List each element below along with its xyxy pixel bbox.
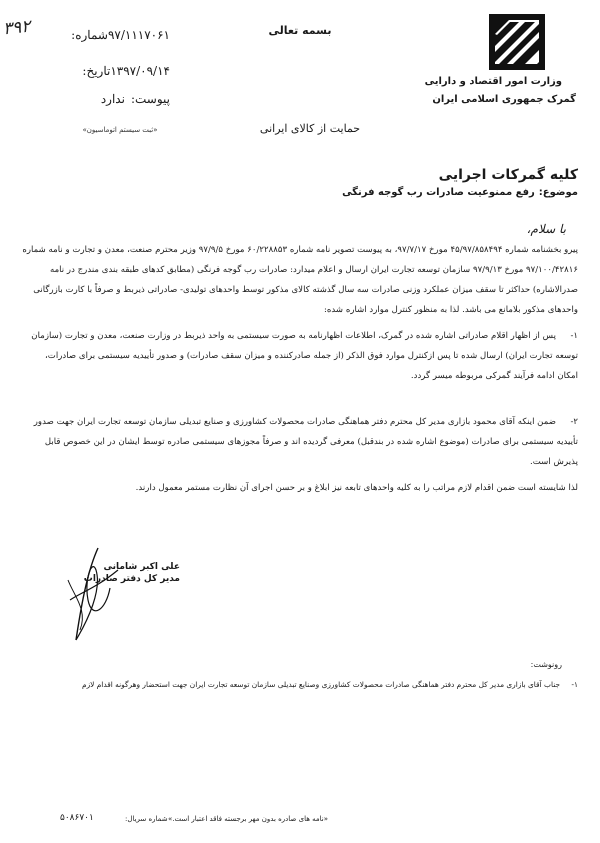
- letter-number: [20, 28, 170, 42]
- attachment-value: ندارد: [100, 92, 125, 106]
- attachment-label: پیوست:: [130, 92, 170, 106]
- item-text: ضمن اینکه آقای محمود بازاری مدیر کل محترم دفتر هماهنگی صادرات محصولات کشاورزی و صنایع تبدیلی سازمان توسعه تجارت ایران جهت صدور تأییدیه سیستمی برای صادرات (موضوع اشاره شده در بندقبل) معرفی گردیده اند و صرفاً مجوزهای سیستمی صادره توسط ایشان در این خصوص قابل پذیرش است.: [33, 417, 578, 467]
- body-item-2: [22, 412, 578, 472]
- letter-number-value: ۹۷/۱۱۱۷۰۶۱: [107, 28, 170, 42]
- system-note: «ثبت سیستم اتوماسیون»: [82, 126, 158, 134]
- signer-title: مدیر کل دفتر صادرات: [83, 574, 180, 584]
- handwritten-signature: [58, 540, 168, 650]
- recipient: کلیه گمرکات اجرایی: [438, 167, 578, 183]
- handwritten-number: ۳۹۲: [2, 16, 32, 40]
- letter-date: [40, 64, 170, 78]
- greeting: با سلام،: [526, 222, 566, 236]
- letter-attachment: [70, 92, 170, 106]
- serial-value: ۵۰۸۶۷۰۱: [60, 813, 94, 823]
- body-paragraph-1: پیرو بخشنامه شماره ۴۵/۹۷/۸۵۸۴۹۴ مورخ ۹۷/۷/۱۷، به پیوست تصویر نامه شماره ۶۰/۲۲۸۸۵۳ مورخ ۹۷/۹/۵ وزیر محترم صنعت، معدن و تجارت و نامه شماره ۹۷/۱۰۰/۴۲۸۱۶ مورخ ۹۷/۹/۱۳ سازمان توسعه تجارت ایران ارسال و اعلام میدارد: صادرات رب گوجه فرنگی (مطابق کدهای طبقه بندی مندرج در نامه صدرالاشاره) حداکثر تا سقف میزان عملکرد وزنی صادرات سه سال گذشته کالای مذکور توسط واحدهای تولیدی- صادراتی ذیربط و صرفاً با کارت بازرگانی واحدهای مذکور بلامانع می باشد. لذا به منظور کنترل موارد اشاره شده:: [22, 245, 578, 315]
- subject-label: موضوع:: [538, 187, 578, 198]
- customs-name: گمرک جمهوری اسلامی ایران: [432, 94, 576, 105]
- item-number: ۲-: [570, 417, 578, 427]
- subject-text: رفع ممنوعیت صادرات رب گوجه فرنگی: [342, 187, 535, 198]
- cc-item-1: [22, 680, 578, 689]
- subject-line: [342, 187, 578, 198]
- cc-heading: رونوشت:: [530, 660, 562, 669]
- serial-label: شماره سریال:: [125, 815, 168, 823]
- letter-date-value: ۱۳۹۷/۰۹/۱۴: [110, 64, 170, 78]
- item-text: پس از اظهار اقلام صادراتی اشاره شده در گمرک، اطلاعات اظهارنامه به صورت سیستمی به واحد ذیربط در وزارت صنعت، معدن و تجارت (سازمان توسعه تجارت ایران) ارسال شده تا پس ازکنترل موارد فوق الذکر (از جمله صادرکننده و میزان سقف صادرات) و صدور تأییدیه سیستمی برای صادرات، امکان ادامه فرآیند گمرکی مربوطه میسر گردد.: [31, 331, 578, 381]
- letter-date-label: تاریخ:: [82, 64, 111, 78]
- support-slogan: حمایت از کالای ایرانی: [259, 122, 361, 135]
- cc-item-number: ۱-: [571, 680, 578, 689]
- letter-number-label: شماره:: [71, 28, 108, 42]
- customs-logo-icon: [487, 12, 547, 72]
- footer-note: «نامه های صادره بدون مهر برجسته فاقد اعتبار است.»: [168, 815, 328, 823]
- cc-item-text: جناب آقای بازاری مدیر کل محترم دفتر هماهنگی صادرات محصولات کشاورزی وصنایع تبدیلی سازمان توسعه تجارت ایران جهت استحضار وهرگونه اقدام لازم: [82, 680, 560, 689]
- closing-paragraph: لذا شایسته است ضمن اقدام لازم مراتب را به کلیه واحدهای تابعه نیز ابلاغ و بر حسن اجرای آن نظارت مستمر معمول دارند.: [135, 483, 578, 493]
- item-number: ۱-: [570, 331, 578, 341]
- basmala-heading: بسمه تعالی: [268, 24, 332, 37]
- body-item-1: [22, 326, 578, 386]
- signer-name: علی اکبر شامانی: [103, 562, 180, 572]
- ministry-name: وزارت امور اقتصاد و دارایی: [424, 76, 562, 87]
